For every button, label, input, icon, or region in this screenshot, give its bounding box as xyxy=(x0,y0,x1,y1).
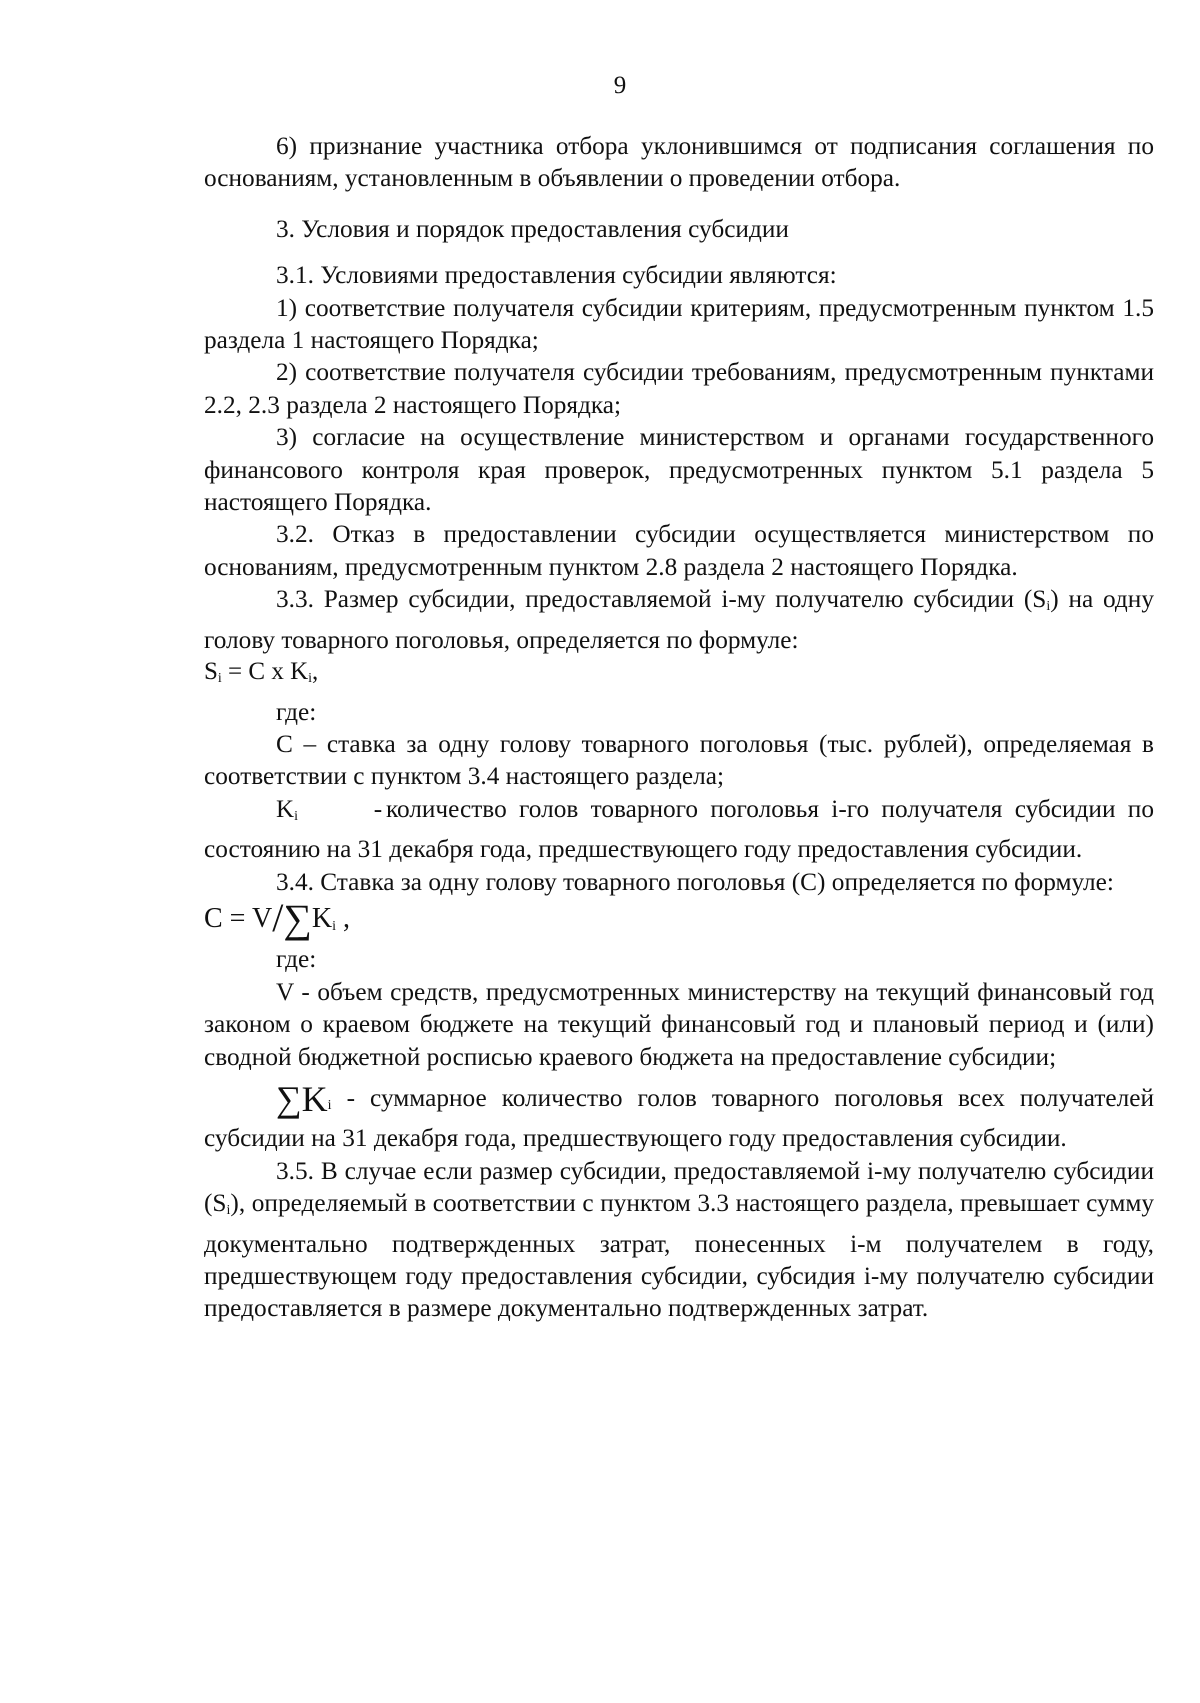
sum-ki-subscript: i xyxy=(327,1097,332,1113)
formula-comma: , xyxy=(312,658,319,686)
formula-slash: / xyxy=(272,894,284,940)
paragraph-3-5-text-b: ), определяемый в соответствии с пунктом 3.3 настоящего раздела, превышает сумму документально подтвержденных затрат, понесенных i-м получателем в году, предшествующем году предоставления субсидии, субсидия i-му получателю субсидии предоставляется в размере документально подтвержденных затрат. xyxy=(204,1189,1154,1323)
paragraph-3-1-item-3: 3) согласие на осуществление министерством и органами государственного финансового контроля края проверок, предусмотренных пунктом 5.1 раздела 5 настоящего Порядка. xyxy=(204,423,1154,517)
sigma-icon: ∑ xyxy=(283,895,312,941)
where-label-2: где: xyxy=(276,945,317,974)
formula-s: S xyxy=(204,658,218,686)
formula-k-subscript: i xyxy=(308,671,313,687)
sum-ki-text: - суммарное количество голов товарного поголовья всех получателей субсидии на 31 декабря года, предшествующего году предоставления субсидии. xyxy=(204,1083,1154,1153)
ki-text: количество голов товарного поголовья i-го получателя субсидии по состоянию на 31 декабря года, предшествующего году предоставления субсидии. xyxy=(204,794,1154,864)
formula-k: K xyxy=(311,902,333,934)
definition-v: V - объем средств, предусмотренных министерству на текущий финансовый год законом о краевом бюджете на текущий финансовый год и плановый период и (или) сводной бюджетной росписью краевого бюджета на предоставление субсидии; xyxy=(204,977,1154,1071)
definition-c: С – ставка за одну голову товарного поголовья (тыс. рублей), определяемая в соответствии с пунктом 3.4 настоящего раздела; xyxy=(204,729,1154,791)
paragraph-3-1-item-1: 1) соответствие получателя субсидии критериям, предусмотренным пунктом 1.5 раздела 1 настоящего Порядка; xyxy=(204,293,1154,355)
paragraph-3-4: 3.4. Ставка за одну голову товарного поголовья (С) определяется по формуле: xyxy=(276,867,1114,896)
formula-rate xyxy=(204,894,1154,943)
ki-dash: - xyxy=(373,794,383,823)
paragraph-3-3-text-a: 3.3. Размер субсидии, предоставляемой i-му получателю субсидии (S xyxy=(276,585,1047,614)
section-heading-3: 3. Условия и порядок предоставления субсидии xyxy=(276,214,789,243)
ki-subscript: i xyxy=(294,808,298,824)
subscript-i: i xyxy=(1046,599,1051,615)
definition-sum-ki xyxy=(204,1078,1154,1155)
paragraph-3-2: 3.2. Отказ в предоставлении субсидии осуществляется министерством по основаниям, предусмотренным пунктом 2.8 раздела 2 настоящего Порядка. xyxy=(204,520,1154,581)
paragraph-6: 6) признание участника отбора уклонившимся от подписания соглашения по основаниям, установленным в объявлении о проведении отбора. xyxy=(204,132,1154,193)
paragraph-3-3 xyxy=(204,583,1154,656)
sum-ki-symbol: ∑K xyxy=(276,1078,328,1119)
subscript-i-2: i xyxy=(226,1203,231,1219)
document-body xyxy=(204,130,1154,1325)
where-label-1: где: xyxy=(276,697,317,726)
definition-ki xyxy=(204,793,1154,866)
page-number: 9 xyxy=(613,72,627,99)
paragraph-3-5 xyxy=(204,1155,1154,1325)
formula-c-equals-v: C = V xyxy=(204,902,273,934)
formula-k-subscript-2: i xyxy=(332,918,336,934)
formula-comma-2: , xyxy=(335,902,350,934)
ki-symbol: K xyxy=(276,795,295,823)
paragraph-3-3-text-b: ) на одну голову товарного поголовья, определяется по формуле: xyxy=(204,585,1154,654)
formula-subsidy xyxy=(204,656,1154,695)
formula-c-times-k: = C x K xyxy=(221,658,309,686)
paragraph-3-1: 3.1. Условиями предоставления субсидии являются: xyxy=(276,261,837,290)
paragraph-3-1-item-2: 2) соответствие получателя субсидии требованиям, предусмотренным пунктами 2.2, 2.3 раздела 2 настоящего Порядка; xyxy=(204,358,1154,419)
paragraph-3-5-text-a: 3.5. В случае если размер субсидии, предоставляемой i-му получателю субсидии (S xyxy=(204,1156,1154,1218)
formula-s-subscript: i xyxy=(217,671,222,687)
